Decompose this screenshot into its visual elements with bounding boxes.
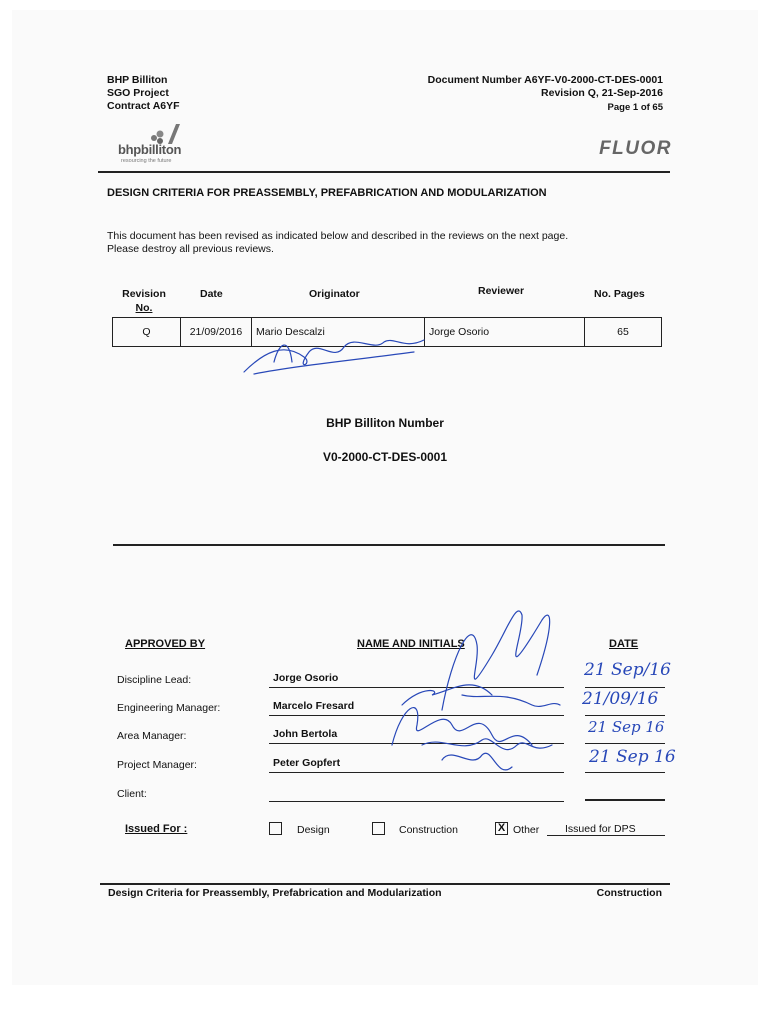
approver-name: Peter Gopfert	[273, 757, 341, 769]
intro-line-2: Please destroy all previous reviews.	[107, 243, 274, 255]
approver-name: John Bertola	[273, 728, 338, 740]
approval-date: 21/09/16	[582, 689, 659, 709]
intro-line-1: This document has been revised as indicated below and described in the reviews on the next page.	[107, 230, 569, 242]
role-label: Discipline Lead:	[117, 674, 192, 686]
role-label: Project Manager:	[117, 759, 197, 771]
name-line	[269, 801, 564, 802]
role-label: Area Manager:	[117, 730, 187, 742]
cell-pages: 65	[584, 317, 662, 347]
section-divider	[113, 544, 665, 546]
construction-checkbox[interactable]	[372, 822, 385, 835]
date-line	[585, 715, 665, 716]
other-value: Issued for DPS	[565, 823, 636, 835]
bhp-logo-text: bhpbilliton	[118, 142, 182, 157]
bhp-number-label: BHP Billiton Number	[326, 416, 444, 430]
approved-by-header: APPROVED BY	[125, 638, 206, 650]
role-label: Engineering Manager:	[117, 702, 221, 714]
date-line	[585, 799, 665, 801]
cell-originator: Mario Descalzi	[251, 317, 425, 347]
col-originator: Originator	[309, 288, 360, 300]
originator-signature	[234, 322, 434, 377]
col-pages: No. Pages	[594, 288, 645, 300]
col-reviewer: Reviewer	[478, 285, 525, 297]
construction-label: Construction	[399, 824, 458, 836]
date-line	[585, 687, 665, 688]
project-name: SGO Project	[107, 87, 169, 99]
cell-reviewer: Jorge Osorio	[424, 317, 585, 347]
footer-status: Construction	[596, 887, 662, 899]
approver-name: Jorge Osorio	[273, 672, 339, 684]
fluor-logo: FLUOR	[599, 138, 672, 159]
approval-date: 21 Sep/16	[584, 660, 671, 680]
footer-title: Design Criteria for Preassembly, Prefabrication and Modularization	[108, 887, 442, 899]
name-initials-header: NAME AND INITIALS	[357, 638, 465, 650]
date-header: DATE	[609, 638, 639, 650]
role-label: Client:	[117, 788, 147, 800]
bhp-number: V0-2000-CT-DES-0001	[322, 450, 448, 464]
approver-signatures	[382, 595, 562, 785]
footer-divider	[100, 883, 670, 885]
bhp-tagline: resourcing the future	[121, 158, 172, 164]
approval-date: 21 Sep 16	[589, 747, 676, 767]
header-divider	[98, 171, 670, 173]
approval-date: 21 Sep 16	[588, 718, 665, 736]
document-title: DESIGN CRITERIA FOR PREASSEMBLY, PREFABRICATION AND MODULARIZATION	[107, 187, 547, 199]
col-date: Date	[200, 288, 223, 300]
date-line	[585, 772, 665, 773]
company-name: BHP Billiton	[107, 74, 168, 86]
bhp-logo	[118, 120, 198, 170]
design-label: Design	[297, 824, 330, 836]
page-count: Page 1 of 65	[607, 102, 663, 113]
cell-date: 21/09/2016	[180, 317, 252, 347]
other-label: Other	[513, 824, 540, 836]
contract-name: Contract A6YF	[107, 100, 180, 112]
revision-info: Revision Q, 21-Sep-2016	[541, 87, 663, 99]
document-page	[12, 10, 758, 985]
issued-for-label: Issued For :	[125, 823, 188, 835]
col-revision-no: No.	[135, 302, 153, 314]
date-line	[585, 743, 665, 744]
approver-name: Marcelo Fresard	[273, 700, 355, 712]
other-checkbox[interactable]: X	[495, 822, 508, 835]
design-checkbox[interactable]	[269, 822, 282, 835]
cell-revision: Q	[112, 317, 181, 347]
col-revision: Revision	[122, 288, 166, 300]
document-number: Document Number A6YF-V0-2000-CT-DES-0001	[427, 74, 663, 86]
other-value-line	[547, 835, 665, 836]
